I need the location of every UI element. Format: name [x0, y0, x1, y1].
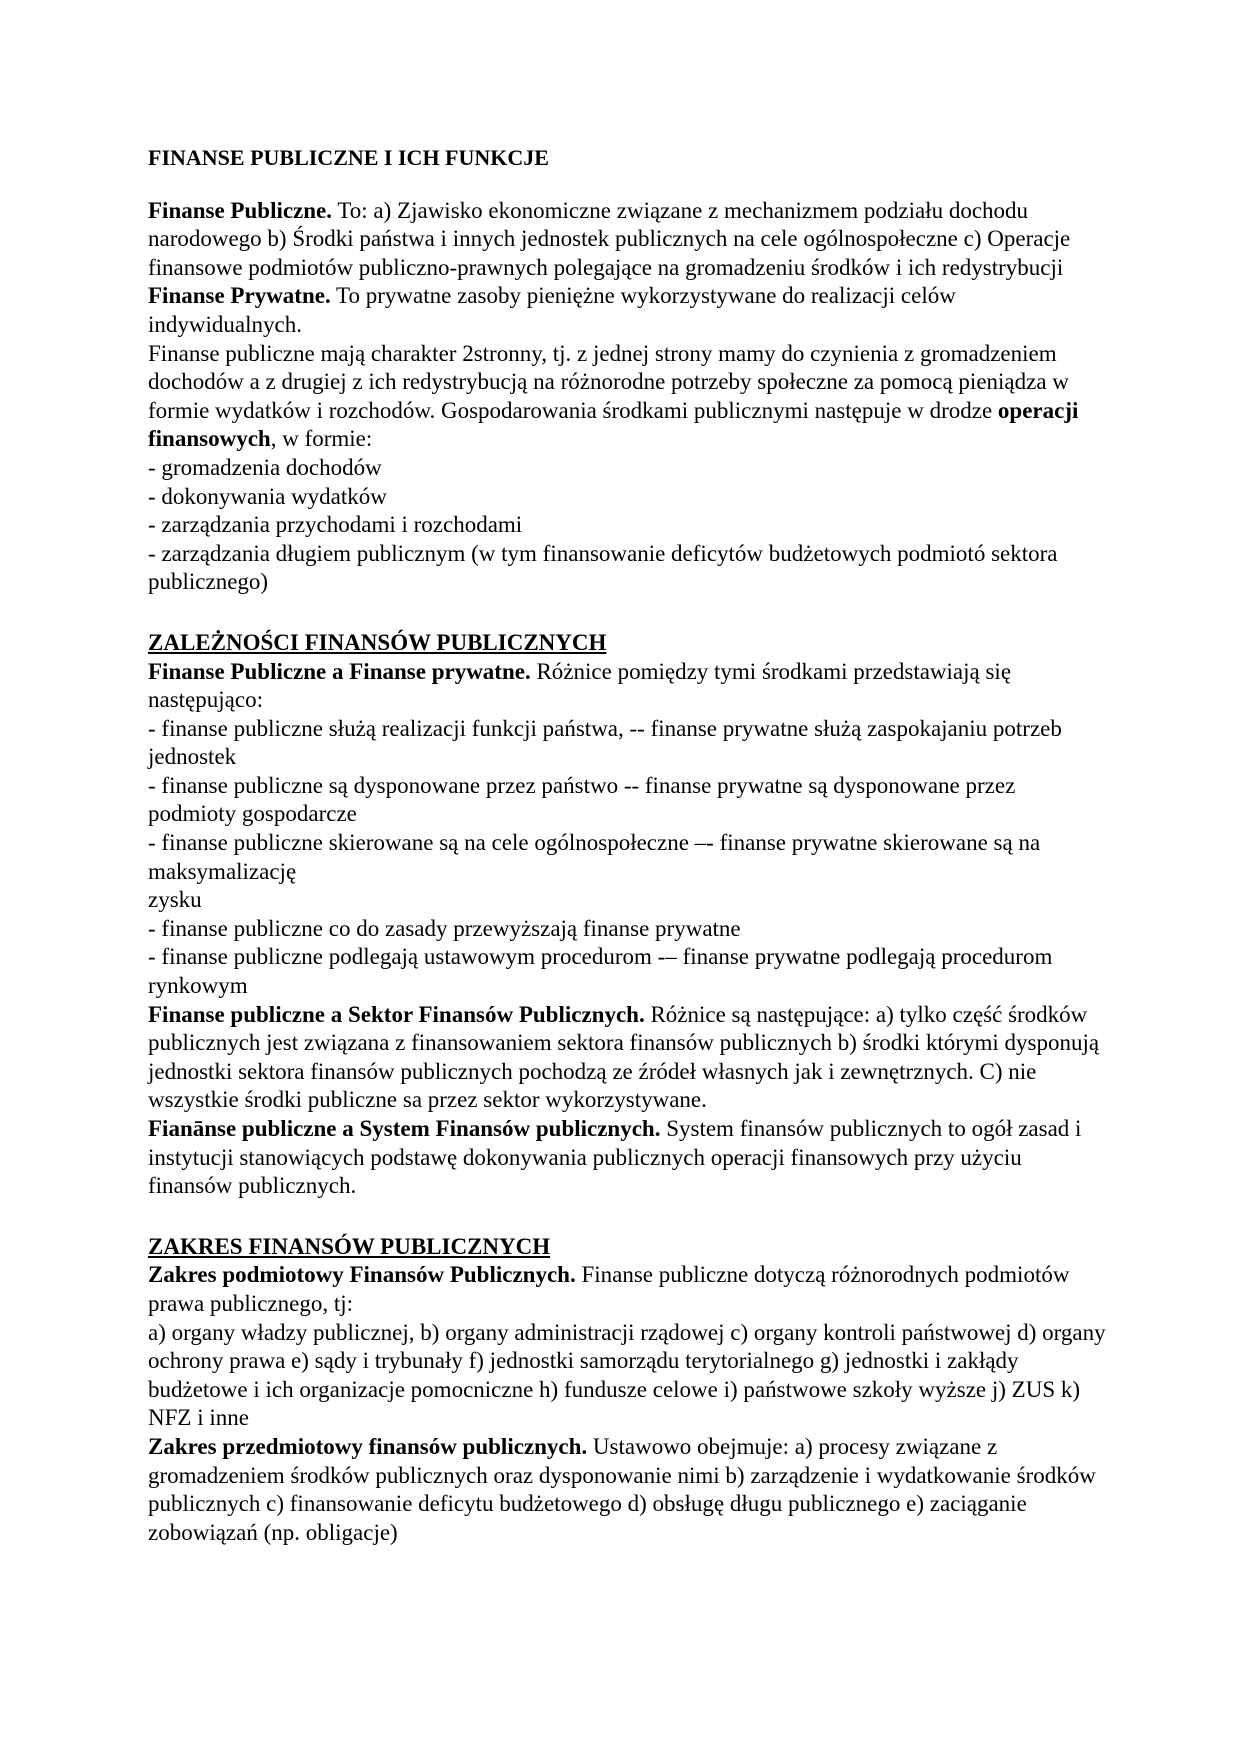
text-zakres-przedmiotowy: Ustawowo obejmuje: a) procesy związane z gromadzeniem środków publicznych oraz dysponowanie nimi b) zarządzenie i wydatkowanie środków publicznych c) finansowanie deficytu budżetowego d) obsługę długu publicznego e) zaciąganie zobowiązań (np. obligacje) [148, 1433, 1096, 1545]
spacer [148, 597, 1108, 629]
text-zakres-podmiotowy: Finanse publiczne dotyczą różnorodnych podmiotów prawa publicznego, tj: [148, 1262, 1070, 1316]
definition-finanse-publiczne: To: a) Zjawisko ekonomiczne związane z mechanizmem podziału dochodu narodowego b) Środki państwa i innych jednostek publicznych na cele ogólnospołeczne c) Operacje finansowe podmiotów publiczno-prawnych polegające na gromadzeniu środków i ich redystrybucji [148, 197, 1071, 280]
term-finanse-prywatne: Finanse Prywatne. [148, 283, 331, 309]
term-system-finansow: Fianānse publiczne a System Finansów publicznych. [148, 1116, 661, 1141]
list-item: - dokonywania wydatków [148, 483, 387, 509]
term-finanse-publiczne: Finanse Publiczne. [148, 197, 333, 223]
paragraph-podmioty-list: a) organy władzy publicznej, b) organy administracji rządowej c) organy kontroli państwowej d) organy ochrony prawa e) sądy i trybunały f) jednostki samorządu terytorialnego g) jednostki i zakłądy budżetowe i ich organizacje pomocniczne h) fundusze celowe i) państwowe szkoły wyższe j) ZUS k) NFZ i inne [148, 1319, 1106, 1431]
term-zakres-przedmiotowy: Zakres przedmiotowy finansów publicznych. [148, 1433, 588, 1459]
paragraph-charakter [148, 340, 1108, 454]
paragraph-publiczne-vs-prywatne [148, 658, 1108, 715]
term-publiczne-vs-prywatne: Finanse Publiczne a Finanse prywatne. [148, 658, 531, 684]
paragraph-charakter-text: Finanse publiczne mają charakter 2stronny, tj. z jednej strony mamy do czynienia z gromadzeniem dochodów a z drugiej z ich redystrybucją na różnorodne potrzeby społeczne za pomocą pieniądza w formie wydatków i rozchodów. Gospodarowania środkami publicznymi następuje w drodze [148, 340, 1069, 423]
paragraph-system-finansow [148, 1115, 1108, 1201]
paragraph-zakres-przedmiotowy [148, 1433, 1108, 1547]
paragraph-sektor-finansow [148, 1001, 1108, 1115]
list-item: - finanse publiczne są dysponowane przez państwo -- finanse prywatne są dysponowane przez podmioty gospodarcze [148, 772, 1016, 827]
section-heading-zaleznosci: ZALEŻNOŚCI FINANSÓW PUBLICZNYCH [148, 629, 607, 655]
term-sektor-finansow: Finanse publiczne a Sektor Finansów Publicznych. [148, 1001, 645, 1027]
text-publiczne-vs-prywatne: Różnice pomiędzy tymi środkami przedstawiają się następująco: [148, 658, 1012, 713]
list-item: - zarządzania przychodami i rozchodami [148, 512, 523, 538]
document-title: FINANSE PUBLICZNE I ICH FUNKCJE [148, 145, 549, 170]
text-system-finansow: System finansów publicznych to ogół zasad i instytucji stanowiących podstawę dokonywania publicznych operacji finansowych przy użyciu finansów publicznych. [148, 1116, 1082, 1199]
paragraph-charakter-end: , w formie: [270, 426, 373, 452]
document-body [148, 144, 1108, 1547]
text-sektor-finansow: Różnice są następujące: a) tylko część środków publicznych jest związana z finansowaniem sektora finansów publicznych b) środki którymi dysponują jednostki sektora finansów publicznych pochodzą ze źródeł własnych jak i zewnętrznych. C) nie wszystkie środki publiczne sa przez sektor wykorzystywane. [148, 1001, 1100, 1113]
paragraph-zakres-podmiotowy [148, 1261, 1108, 1318]
section-heading-zakres: ZAKRES FINANSÓW PUBLICZNYCH [148, 1233, 551, 1259]
list-item: - finanse publiczne podlegają ustawowym procedurom -– finanse prywatne podlegają procedurom rynkowym [148, 944, 1053, 999]
definition-finanse-prywatne: To prywatne zasoby pieniężne wykorzystywane do realizacji celów indywidualnych. [148, 283, 956, 337]
list-item: - zarządzania długiem publicznym (w tym finansowanie deficytów budżetowych podmiotó sektora publicznego) [148, 540, 1058, 595]
spacer [148, 1201, 1108, 1233]
list-item: zysku [148, 887, 202, 913]
term-operacje-finansowe: operacji finansowych [148, 397, 1079, 452]
paragraph-finanse-prywatne [148, 282, 1108, 339]
paragraph-finanse-publiczne [148, 197, 1108, 283]
list-item: - finanse publiczne służą realizacji funkcji państwa, -- finanse prywatne służą zaspokajaniu potrzeb jednostek [148, 715, 1062, 770]
list-item: - gromadzenia dochodów [148, 454, 382, 480]
list-item: - finanse publiczne co do zasady przewyższają finanse prywatne [148, 915, 741, 941]
list-item: - finanse publiczne skierowane są na cele ogólnospołeczne –- finanse prywatne skierowane są na maksymalizację [148, 830, 1041, 884]
term-zakres-podmiotowy: Zakres podmiotowy Finansów Publicznych. [148, 1262, 576, 1288]
